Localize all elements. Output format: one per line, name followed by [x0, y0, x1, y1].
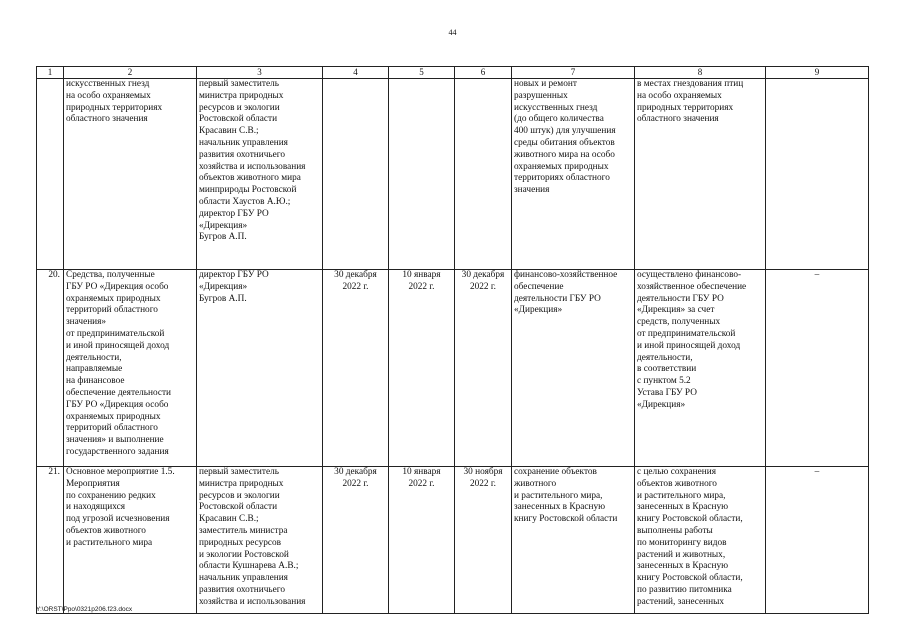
table-row: [37, 270, 869, 467]
report-table: [36, 66, 869, 614]
header-cell: 5: [389, 67, 455, 79]
note-cell: –: [766, 467, 869, 614]
note-cell: –: [766, 270, 869, 467]
header-cell: 9: [766, 67, 869, 79]
file-path-footer: Y:\ORST\Ppo\0321p206.f23.docx: [36, 606, 133, 613]
actual-start-cell: 10 января 2022 г.: [389, 467, 455, 614]
header-cell: 8: [635, 67, 766, 79]
page-number: 44: [448, 28, 457, 37]
header-cell: 3: [197, 67, 323, 79]
actual-end-cell: 30 декабря 2022 г.: [455, 270, 512, 467]
actual-result-cell: осуществлено финансово- хозяйственное обеспечение деятельности ГБУ РО «Дирекция» за счет средств, полученных от предпринимательской и иной приносящей доход деятельности, в соответствии с пунктом 5.2 Устава ГБУ РО «Дирекция»: [635, 270, 766, 467]
event-name-cell: Средства, полученные ГБУ РО «Дирекция особо охраняемых природных территорий областного значения» от предпринимательской и иной приносящей доход деятельности, направляемые на финансовое обеспечение деятельности ГБУ РО «Дирекция особо охраняемых природных территорий областного значения» и выполнение государственного задания: [64, 270, 197, 467]
event-name-cell: искусственных гнезд на особо охраняемых природных территориях областного значения: [64, 79, 197, 270]
expected-result-cell: сохранение объектов животного и растительного мира, занесенных в Красную книгу Ростовской области: [512, 467, 635, 614]
actual-result-cell: в местах гнездования птиц на особо охраняемых природных территориях областного значения: [635, 79, 766, 270]
header-cell: 6: [455, 67, 512, 79]
responsible-cell: первый заместитель министра природных ресурсов и экологии Ростовской области Красавин С.В.; заместитель министра природных ресурсов и экологии Ростовской области Кушнарева А.В.; начальник управления развития охотничьего хозяйства и использования: [197, 467, 323, 614]
row-number: 20.: [37, 270, 64, 467]
row-number: 21.: [37, 467, 64, 614]
header-cell: 4: [323, 67, 389, 79]
planned-date-cell: [323, 79, 389, 270]
actual-start-cell: 10 января 2022 г.: [389, 270, 455, 467]
responsible-cell: первый заместитель министра природных ресурсов и экологии Ростовской области Красавин С.В.; начальник управления развития охотничьего хозяйства и использования объектов животного мира минприроды Ростовской области Хаустов А.Ю.; директор ГБУ РО «Дирекция» Бугров А.П.: [197, 79, 323, 270]
header-cell: 2: [64, 67, 197, 79]
planned-date-cell: 30 декабря 2022 г.: [323, 467, 389, 614]
actual-end-cell: [455, 79, 512, 270]
actual-end-cell: 30 ноября 2022 г.: [455, 467, 512, 614]
actual-start-cell: [389, 79, 455, 270]
expected-result-cell: новых и ремонт разрушенных искусственных гнезд (до общего количества 400 штук) для улучшения среды обитания объектов животного мира на особо охраняемых природных территориях областного значения: [512, 79, 635, 270]
planned-date-cell: 30 декабря 2022 г.: [323, 270, 389, 467]
row-number: [37, 79, 64, 270]
event-name-cell: Основное мероприятие 1.5. Мероприятия по сохранению редких и находящихся под угрозой исчезновения объектов животного и растительного мира: [64, 467, 197, 614]
table-row: [37, 79, 869, 270]
table-row: [37, 467, 869, 614]
expected-result-cell: финансово-хозяйственное обеспечение деятельности ГБУ РО «Дирекция»: [512, 270, 635, 467]
header-cell: 1: [37, 67, 64, 79]
note-cell: [766, 79, 869, 270]
column-number-header: [37, 67, 869, 79]
actual-result-cell: с целью сохранения объектов животного и растительного мира, занесенных в Красную книгу Ростовской области, выполнены работы по мониторингу видов растений и животных, занесенных в Красную книгу Ростовской области, по развитию питомника растений, занесенных: [635, 467, 766, 614]
responsible-cell: директор ГБУ РО «Дирекция» Бугров А.П.: [197, 270, 323, 467]
header-cell: 7: [512, 67, 635, 79]
